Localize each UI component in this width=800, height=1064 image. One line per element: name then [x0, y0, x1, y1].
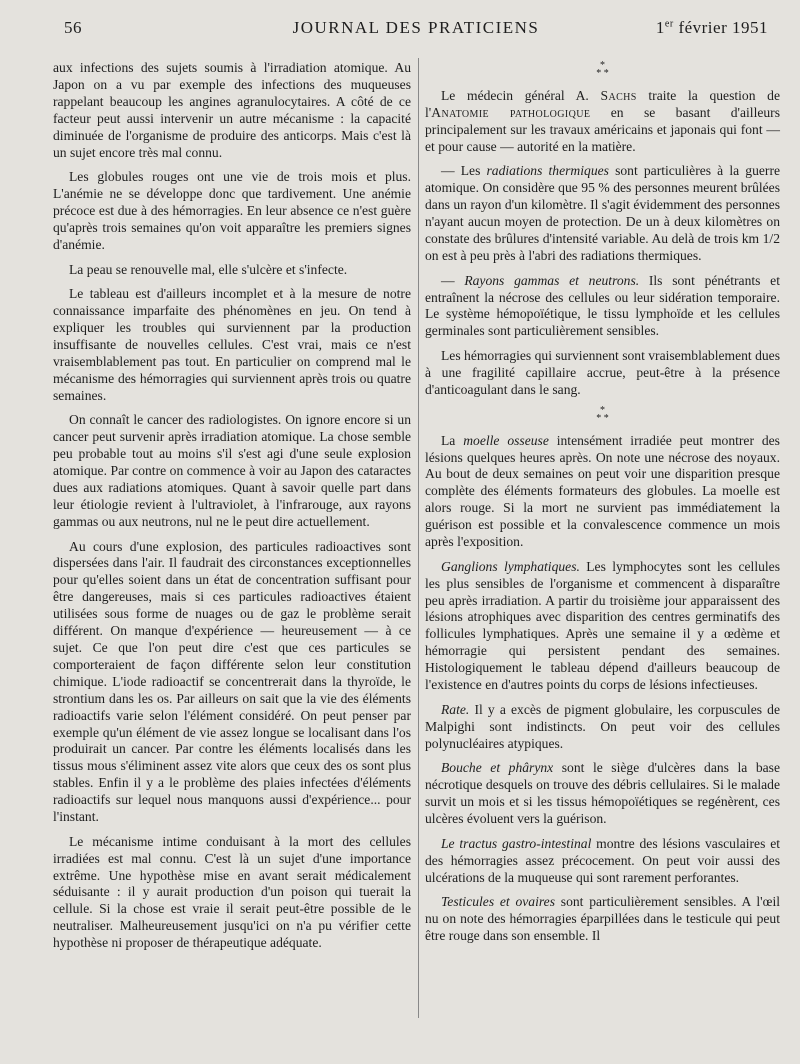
text-run: montre des lésions vasculaires et des hémorragies assez précocement. On peut voir aussi des ulcérations de la muqueuse qui sont rarement perforantes. [425, 835, 781, 885]
service-name: Anatomie pathologique [431, 104, 591, 120]
italic-term: Rayons gammas et neutrons. [464, 272, 640, 288]
column-divider [418, 58, 419, 1018]
paragraph [425, 433, 780, 551]
text-run: — Les [441, 163, 487, 179]
text-run: en se basant d'ailleurs principalement sur les travaux américains et japonais qui font — et pour cause — autorité en la matière. [425, 104, 780, 154]
separator-stars-bottom: * * [596, 68, 609, 79]
paragraph [425, 559, 780, 694]
date-month-year: février 1951 [673, 18, 768, 37]
date-day: 1 [655, 18, 665, 37]
paragraph [425, 702, 780, 753]
text-run: La [441, 432, 464, 448]
paragraph: aux infections des sujets soumis à l'irradiation atomique. Au Japon on a vu par exemple des infections des muqueuses rappelant beaucoup les angines agranulocytaires. A côté de ce facteur peut aussi intervenir un autre mécanisme : la capacité diminuée de l'organisme de produire des anticorps. Mais c'est là un sujet encore très mal connu. [53, 60, 411, 160]
italic-term: Testicules et ovaires [441, 894, 555, 910]
section-separator [425, 62, 780, 78]
paragraph [425, 760, 780, 828]
text-run: — [441, 272, 465, 288]
issue-date [656, 18, 768, 38]
text-run: sont le siège d'ulcères dans la base nécrotique desquels on trouve des débris cellulaires. Si le malade survit un mois et si les tissus hémopoïétiques se regénèrent, ces ulcères évoluent vers la guérison. [425, 760, 780, 827]
paragraph: On connaît le cancer des radiologistes. On ignore encore si un cancer peut survenir après irradiation atomique. La chose semble peu probable tout au moins s'il s'est agi d'une seule explosion atomique. Par contre on commence à voir au Japon des cataractes dues aux radiations atomiques. Quant à savoir quelle part dans leur étiologie revient à l'ultraviolet, à l'infrarouge, aux rayons gammas ou aux neutrons, nul ne le peut dire actuellement. [53, 412, 411, 529]
paragraph: La peau se renouvelle mal, elle s'ulcère et s'infecte. [69, 261, 348, 277]
section-separator [425, 404, 780, 424]
paragraph: Au cours d'une explosion, des particules radioactives sont dispersées dans l'air. Il faudrait des circonstances exceptionnelles pour qu'elles soient dans un état de concentration suffisant pour être dangereuses, mais si ces particules radioactives étaient utilisées sous forme de nuages ou de gaz le problème serait différent. On manque d'expérience — heureusement — à ce sujet. Ce que l'on peut dire c'est que ces particules se comporteraient de façon différente selon leur constitution chimique. L'iode radioactif se concentrerait dans la thyroïde, le strontium dans les os. Par ailleurs on sait que la vie des éléments radioactifs varie selon l'élément considéré. On peut penser par exemple qu'un élément de vie assez longue se localisant dans l'os produirait un cancer. Par contre les éléments localisés dans les tissus mous s'éliminent assez vite alors que ceux des os sont plus stables. Enfin il y a le problème des plaies infectées d'éléments radioactifs sur lequel nous manquons aussi d'expérience... pour l'instant. [53, 538, 411, 825]
italic-term: Le tractus gastro-intestinal [441, 835, 592, 851]
text-run: Il y a excès de pigment globulaire, les corpuscules de Malpighi sont indistincts. On peut voir des cellules polynucléaires atypiques. [425, 701, 780, 751]
left-column [53, 60, 411, 960]
right-column [425, 60, 780, 953]
italic-term: radiations thermiques [486, 163, 609, 179]
paragraph: Les globules rouges ont une vie de trois mois et plus. L'anémie ne se développe donc que tardivement. Une anémie précoce est due à des hémorragies. En leur absence ce n'est guère qu'après trois semaines qu'on voit apparaître les premiers signes d'anémie. [53, 169, 411, 252]
page-number: 56 [64, 18, 82, 37]
paragraph [425, 894, 780, 945]
page-header [64, 14, 768, 40]
paragraph [425, 836, 780, 887]
paragraph: Le tableau est d'ailleurs incomplet et à la mesure de notre connaissance imparfaite des phénomènes en jeu. On tend à expliquer les troubles qui surviennent par la production insuffisante de nouvelles cellules. C'est vrai, mais ce n'est vraisemblablement pas tout. En particulier on comprend mal le mécanisme des hémorragies qui surviennent après trois ou quatre semaines. [53, 286, 411, 403]
text-run: sont particulières à la guerre atomique. On considère que 95 % des personnes meurent brûlées dans un rayon d'un kilomètre. Il s'agit évidemment des personnes n'ayant aucun moyen de protection. De un à deux kilomètres on constate des brûlures d'intensité variable. Au delà de trois km 1/2 on est à peu près à l'abri des radiations thermiques. [425, 163, 780, 263]
italic-term: moelle osseuse [463, 432, 549, 448]
paragraph: Les hémorragies qui surviennent sont vraisemblablement dues à une fragilité capillaire accrue, peut-être à la présence d'anticoagulant dans le sang. [425, 348, 781, 397]
journal-title: JOURNAL DES PRATICIENS [292, 18, 540, 37]
italic-term: Rate. [441, 701, 470, 717]
paragraph [425, 88, 780, 156]
text-run: traite la question de l' [425, 88, 780, 120]
paragraph [425, 273, 780, 341]
text-run: Le médecin général A. [441, 88, 601, 103]
separator-star-top: * [600, 60, 605, 71]
author-name: Sachs [600, 88, 637, 103]
text-run: Ils sont pénétrants et entraînent la nécrose des cellules ou leur sidération temporaire. Le système hémopoïétique, le tissu lymphoïde et les cellules germinales sont particulièrement sensibles. [425, 272, 780, 339]
separator-stars-bottom: * * [596, 412, 609, 424]
italic-term: Bouche et phârynx [441, 760, 554, 776]
paragraph [425, 163, 780, 264]
text-run: Les lymphocytes sont les cellules les plus sensibles de l'organisme et commencent à disparaître peu après irradiation. A partir du troisième jour apparaissent des lésions atrophiques avec disparition des centres germinatifs des follicules lymphatiques. Après une semaine il y a œdème et hémorragie qui persistent pendant des semaines. Histologiquement le tableau dépend d'ailleurs beaucoup de l'existence en d'autres points du corps de lésions infectieuses. [425, 558, 780, 693]
text-run: intensément irradiée peut montrer des lésions quelques heures après. On note une nécrose des noyaux. Au bout de deux semaines on peut voir une disparition presque complète des éléments formateurs des globules. La moelle est alors rouge. Si la mort ne survient pas immédiatement la guérison est possible et la convalescence commence un mois après l'exposition. [425, 432, 780, 550]
text-run: sont particulièrement sensibles. A l'œil nu on note des hémorragies éparpillées dans le testicule qui peut être rouge dans son ensemble. Il [425, 894, 780, 944]
separator-star-top: * [600, 404, 605, 416]
paragraph: Le mécanisme intime conduisant à la mort des cellules irradiées est mal connu. C'est là un sujet d'une importance extrême. Une hypothèse mise en avant serait médicalement séduisante : il y aurait production d'un poison qui tuerait la cellule. Si la chose est vraie il serait peut-être possible de le neutraliser. Malheureusement jusqu'ici on n'a pu vérifier cette hypothèse ni proposer de thérapeutique adéquate. [53, 833, 411, 951]
date-ordinal: er [664, 18, 674, 30]
italic-term: Ganglions lymphatiques. [441, 558, 580, 574]
